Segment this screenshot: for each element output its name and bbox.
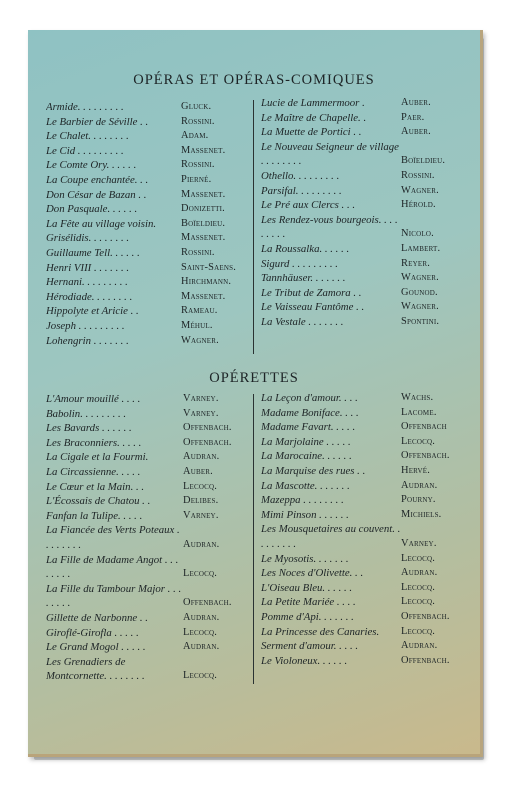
operettes-column-divider [253,394,254,684]
catalog-entry [46,523,251,552]
work-title: Les Grenadiers de Montcornette. . . . . . . . [46,655,145,683]
composer-name: Varney. [183,407,219,419]
work-title: Parsifal. . . . . . . . . [261,184,342,197]
work-title: Le Cid . . . . . . . . . [46,144,124,157]
composer-name: Wagner. [181,334,219,346]
catalog-entry [261,391,473,406]
catalog-entry [46,436,251,451]
composer-name: Lacome. [401,406,437,418]
composer-name: Audran. [183,611,220,623]
work-title: La Mascotte. . . . . . . [261,479,350,492]
catalog-entry [261,610,473,625]
operettes-right-column [261,391,473,668]
catalog-entry [261,111,473,126]
composer-name: Gounod. [401,286,438,298]
work-title: Pomme d'Api. . . . . . . [261,610,354,623]
work-title: La Fille du Tambour Major . . . . . . . . [46,582,182,610]
catalog-entry [46,173,251,188]
composer-name: Lecocq. [401,596,436,608]
catalog-entry [261,169,473,184]
work-title: La Leçon d'amour. . . . [261,392,358,404]
composer-name: Lecocq. [401,581,436,593]
catalog-entry [46,144,251,159]
composer-name: Varney. [183,393,219,404]
operettes-heading: OPÉRETTES [209,370,299,386]
composer-name: Boïeldieu. [181,217,226,229]
composer-name: Rossini. [181,246,215,258]
work-title: Grisélidis. . . . . . . . [46,232,130,245]
composer-name: Gluck. [181,101,212,112]
work-title: Le Tribut de Zamora . . [261,286,362,299]
catalog-entry [261,242,473,257]
composer-name: Wachs. [401,392,434,403]
operas-heading: OPÉRAS ET OPÉRAS-COMIQUES [133,72,375,88]
composer-name: Offenbach. [401,610,450,622]
composer-name: Audran. [183,451,220,463]
composer-name: Auber. [401,97,431,108]
catalog-entry [46,304,251,319]
work-title: Madame Boniface. . . . [261,406,359,419]
composer-name: Lecocq. [183,480,218,492]
composer-name: Rossini. [181,115,215,127]
composer-name: Nicolo. [401,228,434,240]
catalog-entry [46,611,251,626]
catalog-entry [261,125,473,140]
composer-name: Saint-Saens. [181,261,237,273]
work-title: La Cigale et la Fourmi. [46,451,149,464]
composer-name: Wagner. [401,301,439,313]
work-title: La Marjolaine . . . . . [261,435,351,448]
composer-name: Offenbach. [401,654,450,666]
composer-name: Offenbach [401,421,447,433]
composer-name: Varney. [183,509,219,521]
catalog-entry [261,184,473,199]
composer-name: Lecocq. [183,670,218,682]
work-title: Don César de Bazan . . [46,188,147,201]
composer-name: Reyer. [401,257,431,269]
catalog-entry [261,464,473,479]
work-title: Serment d'amour. . . . . [261,640,359,653]
composer-name: Offenbach. [183,422,232,434]
composer-name: Pierné. [181,173,212,185]
catalog-entry [46,640,251,655]
composer-name: Lambert. [401,242,441,254]
catalog-entry [261,406,473,421]
catalog-entry [46,655,251,684]
composer-name: Méhul. [181,319,213,331]
composer-name: Lecocq. [183,568,218,580]
composer-name: Adam. [181,130,209,142]
composer-name: Spontini. [401,315,440,327]
catalog-entry [261,140,473,169]
catalog-entry [261,315,473,330]
catalog-entry [46,553,251,582]
catalog-entry [261,508,473,523]
work-title: Mimi Pinson . . . . . . [261,508,349,521]
catalog-entry [261,420,473,435]
composer-name: Massenet. [181,290,226,302]
work-title: Hippolyte et Aricie . . [46,305,139,318]
catalog-entry [261,625,473,640]
catalog-entry [261,198,473,213]
composer-name: Donizetti. [181,203,225,215]
work-title: Les Mousquetaires au couvent. . . . . . . . . [261,523,401,550]
catalog-entry [46,129,251,144]
work-title: Babolin. . . . . . . . . [46,407,127,420]
catalog-entry [46,115,251,130]
catalog-entry [46,231,251,246]
catalog-entry [46,421,251,436]
work-title: Hernani. . . . . . . . . [46,276,128,289]
work-title: Don Pasquale. . . . . . [46,203,138,216]
operettes-left-column [46,392,251,684]
operas-right-column [261,96,473,330]
composer-name: Audran. [401,479,438,491]
work-title: Giroflé-Girofla . . . . . [46,626,139,639]
work-title: La Fille de Madame Angot . . . . . . . . [46,553,179,581]
catalog-entry [261,213,473,242]
work-title: Joseph . . . . . . . . . [46,319,125,332]
catalog-entry [261,435,473,450]
work-title: Sigurd . . . . . . . . . [261,257,338,270]
work-title: Les Noces d'Olivette. . . [261,567,364,580]
composer-name: Boïeldieu. [401,155,446,167]
work-title: Lohengrin . . . . . . . [46,334,129,347]
work-title: La Fiancée des Verts Poteaux . . . . . . . . [46,524,180,551]
composer-name: Offenbach. [183,436,232,448]
catalog-entry [46,509,251,524]
catalog-entry [261,595,473,610]
composer-name: Wagner. [401,272,439,284]
catalog-entry [46,450,251,465]
composer-name: Delibes. [183,495,219,507]
catalog-entry [46,480,251,495]
catalog-entry [46,407,251,422]
composer-name: Michiels. [401,508,442,520]
work-title: Guillaume Tell. . . . . . [46,246,140,259]
composer-name: Auber. [183,465,213,477]
work-title: Le Maître de Chapelle. . [261,111,367,124]
catalog-entry [46,290,251,305]
composer-name: Audran. [183,641,220,653]
work-title: L'Amour mouillé . . . . [46,393,141,405]
work-title: Armide. . . . . . . . . [46,101,124,113]
catalog-entry [46,217,251,232]
catalog-entry [261,552,473,567]
work-title: La Marquise des rues . . [261,464,366,477]
work-title: La Roussalka. . . . . . [261,242,350,255]
work-title: La Coupe enchantée. . . [46,173,149,186]
work-title: Othello. . . . . . . . . [261,169,340,182]
composer-name: Lecocq. [401,435,436,447]
catalog-entry [261,286,473,301]
catalog-entry [261,300,473,315]
composer-name: Offenbach. [183,597,232,609]
work-title: Gillette de Narbonne . . [46,611,148,624]
composer-name: Massenet. [181,144,226,156]
work-title: La Petite Mariée . . . . [261,596,356,609]
work-title: Le Vaisseau Fantôme . . [261,301,365,314]
catalog-entry [46,392,251,407]
work-title: Les Braconniers. . . . . [46,436,142,449]
work-title: Les Bavards . . . . . . [46,422,132,435]
composer-name: Wagner. [401,184,439,196]
work-title: La Marocaine. . . . . . [261,450,352,463]
catalog-entry [261,479,473,494]
catalog-entry [46,319,251,334]
work-title: La Fête au village voisin. [46,217,157,230]
composer-name: Audran. [183,538,220,550]
catalog-entry [261,654,473,669]
catalog-entry [46,100,251,115]
catalog-entry [261,581,473,596]
composer-name: Paer. [401,111,425,123]
composer-name: Rameau. [181,305,218,317]
work-title: Madame Favart. . . . . [261,421,356,434]
work-title: Fanfan la Tulipe. . . . . [46,509,143,522]
work-title: Le Comte Ory. . . . . . [46,159,137,172]
work-title: La Muette de Portici . . [261,126,362,139]
catalog-entry [261,566,473,581]
composer-name: Lecocq. [183,626,218,638]
composer-name: Hervé. [401,464,431,476]
work-title: Mazeppa . . . . . . . . [261,494,344,507]
composer-name: Hérold. [401,199,436,211]
work-title: Le Grand Mogol . . . . . [46,641,146,654]
work-title: Hérodiade. . . . . . . . [46,290,133,303]
operas-column-divider [253,100,254,354]
catalog-entry [261,257,473,272]
composer-name: Rossini. [181,159,215,171]
catalog-entry [46,261,251,276]
work-title: L'Écossais de Chatou . . [46,495,151,508]
composer-name: Offenbach. [401,450,450,462]
catalog-entry [261,449,473,464]
work-title: L'Oiseau Bleu. . . . . . [261,581,353,594]
catalog-entry [46,582,251,611]
work-title: Le Cœur et la Main. . . [46,480,145,493]
catalog-entry [261,522,473,551]
work-title: La Vestale . . . . . . . [261,315,344,328]
work-title: Lucie de Lammermoor . [261,97,365,109]
catalog-entry [46,158,251,173]
catalog-entry [261,493,473,508]
work-title: Le Barbier de Séville . . [46,115,149,128]
work-title: Le Myosotis. . . . . . . [261,552,349,565]
composer-name: Pourny. [401,494,436,506]
work-title: Le Nouveau Seigneur de village . . . . . . . . [261,140,399,168]
catalog-entry [46,465,251,480]
catalog-page [28,30,483,757]
catalog-entry [261,96,473,111]
work-title: Le Pré aux Clercs . . . [261,199,356,212]
operas-left-column [46,100,251,348]
work-title: Le Chalet. . . . . . . . [46,130,129,143]
catalog-entry [46,246,251,261]
work-title: La Circassienne. . . . . [46,465,141,478]
work-title: Henri VIII . . . . . . . [46,261,130,274]
composer-name: Auber. [401,126,431,138]
work-title: Tannhäuser. . . . . . . [261,272,346,285]
catalog-entry [261,271,473,286]
work-title: Les Rendez-vous bourgeois. . . . . . . . . [261,213,398,241]
composer-name: Varney. [401,537,437,549]
catalog-entry [46,626,251,641]
composer-name: Hirchmann. [181,276,232,288]
catalog-entry [46,334,251,349]
catalog-entry [46,202,251,217]
catalog-entry [261,639,473,654]
work-title: Le Violoneux. . . . . . [261,654,348,667]
composer-name: Massenet. [181,188,226,200]
catalog-entry [46,494,251,509]
composer-name: Audran. [401,640,438,652]
composer-name: Rossini. [401,169,435,181]
composer-name: Lecocq. [401,552,436,564]
composer-name: Audran. [401,567,438,579]
composer-name: Massenet. [181,232,226,244]
catalog-entry [46,188,251,203]
composer-name: Lecocq. [401,625,436,637]
catalog-entry [46,275,251,290]
work-title: La Princesse des Canaries. [261,625,380,638]
